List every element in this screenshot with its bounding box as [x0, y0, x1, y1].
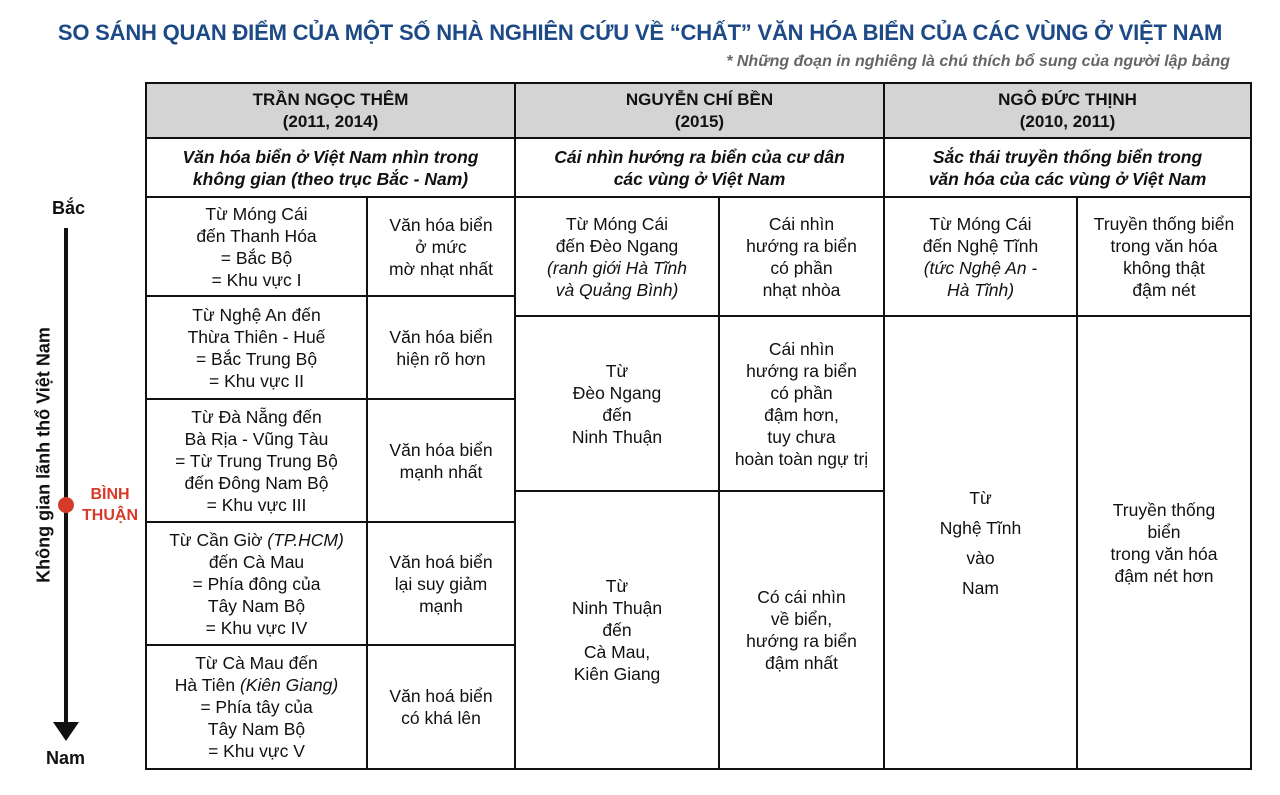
cell-text: Có cái nhìn — [757, 587, 846, 607]
cell-line — [283, 111, 378, 133]
cell-text: Tây Nam Bộ — [207, 719, 306, 739]
cell-text: trong văn hóa — [1110, 543, 1218, 564]
cell-text: không thật — [1123, 257, 1205, 278]
italic-annotation: và Quảng Bình) — [555, 279, 679, 300]
cell-line — [389, 326, 492, 348]
cell-line — [584, 641, 650, 663]
north-south-arrow — [0, 0, 140, 795]
cell-line — [415, 236, 466, 258]
cell-text: Văn hóa biển ở Việt Nam nhìn trong — [182, 146, 479, 167]
cell-line — [1132, 279, 1195, 301]
cell-text: đến — [602, 404, 632, 425]
cell-text: Từ Đà Nẵng đến — [191, 406, 322, 427]
cell-text: đến — [602, 620, 632, 640]
table-cell-region — [145, 295, 368, 400]
cell-text: biển — [1147, 521, 1181, 542]
cell-line — [209, 370, 304, 392]
binh-thuan-marker-dot — [58, 497, 74, 513]
cell-text: Truyền thống biển — [1093, 213, 1235, 234]
cell-line — [746, 630, 857, 652]
cell-text: đến Đèo Ngang — [555, 235, 679, 256]
cell-line — [208, 595, 305, 617]
cell-text: = Khu vực I — [211, 269, 302, 290]
cell-text: Kiên Giang — [573, 664, 661, 684]
cell-text: có phần — [770, 257, 833, 278]
cell-line — [169, 529, 344, 551]
table-cell-region — [514, 315, 720, 492]
cell-line — [771, 608, 832, 630]
cell-text: hướng ra biển — [746, 235, 857, 256]
table-cell-region — [514, 196, 720, 317]
cell-text: có khá lên — [401, 708, 481, 728]
cell-text: NGUYỄN CHÍ BỀN — [625, 89, 774, 109]
cell-text: đậm hơn, — [764, 404, 839, 425]
marker-line1: BÌNH — [90, 486, 130, 503]
cell-line — [962, 573, 999, 603]
cell-line — [207, 494, 307, 516]
cell-line — [175, 674, 338, 696]
cell-line — [767, 426, 835, 448]
cell-line — [253, 89, 409, 111]
cell-line — [211, 269, 301, 291]
italic-annotation: (tức Nghệ An - — [923, 257, 1038, 278]
cell-text: không gian (theo trục Bắc - Nam) — [192, 168, 469, 189]
cell-text: Văn hoá biển — [389, 551, 493, 572]
cell-line — [572, 426, 662, 448]
cell-text: hiện rõ hơn — [396, 348, 486, 369]
cell-line — [208, 718, 305, 740]
cell-text: Văn hoá biển — [389, 686, 493, 706]
table-cell-desc — [718, 490, 885, 770]
table-cell-subtitle — [514, 137, 885, 198]
cell-line — [554, 146, 845, 168]
table-cell-region — [883, 315, 1078, 770]
cell-line — [396, 348, 485, 370]
cell-line — [556, 279, 679, 301]
cell-text: nhạt nhòa — [762, 279, 841, 300]
cell-line — [389, 439, 492, 461]
cell-line — [1110, 543, 1217, 565]
cell-text: = Khu vực III — [206, 494, 307, 515]
cell-line — [602, 619, 631, 641]
cell-line — [735, 448, 868, 470]
cell-line — [556, 235, 679, 257]
cell-text: = Khu vực V — [208, 741, 305, 761]
italic-annotation: Hà Tĩnh) — [946, 279, 1015, 300]
cell-text: TRẦN NGỌC THÊM — [252, 89, 409, 109]
table-cell-region — [883, 196, 1078, 317]
italic-annotation: (ranh giới Hà Tĩnh — [547, 257, 687, 278]
cell-text: Bà Rịa - Vũng Tàu — [184, 428, 329, 449]
cell-line — [185, 472, 329, 494]
cell-text: Từ — [605, 576, 629, 596]
cell-line — [626, 89, 773, 111]
cell-text: Từ — [605, 360, 629, 381]
cell-text: Đèo Ngang — [572, 382, 662, 403]
cell-line — [606, 360, 628, 382]
cell-text: đến Đông Nam Bộ — [184, 472, 329, 493]
cell-text: Từ Móng Cái — [205, 203, 308, 224]
cell-line — [929, 213, 1031, 235]
cell-line — [1114, 565, 1213, 587]
marker-line2: THUẬN — [82, 507, 138, 524]
cell-text: Tây Nam Bộ — [207, 595, 306, 616]
cell-line — [746, 360, 857, 382]
cell-line — [389, 685, 492, 707]
cell-text: (2010, 2011) — [1019, 111, 1116, 131]
cell-text: Hà Tiên — [174, 675, 240, 695]
cell-text: Truyền thống — [1112, 499, 1216, 520]
table-cell-subtitle — [145, 137, 516, 198]
cell-line — [933, 146, 1202, 168]
table-cell-desc — [718, 196, 885, 317]
cell-text: lại suy giảm — [394, 573, 488, 594]
cell-line — [998, 89, 1137, 111]
table-cell-subtitle — [883, 137, 1252, 198]
cell-line — [389, 214, 492, 236]
cell-line — [192, 304, 320, 326]
cell-text: văn hóa của các vùng ở Việt Nam — [928, 168, 1207, 189]
cell-text: Cái nhìn hướng ra biển của cư dân — [554, 146, 845, 167]
table-cell-region — [145, 196, 368, 297]
cell-line — [195, 652, 318, 674]
cell-text: vào — [966, 547, 995, 568]
cell-text: Từ Móng Cái — [929, 213, 1032, 234]
cell-text: đậm nét hơn — [1114, 565, 1214, 586]
cell-text: Từ Cà Mau đến — [195, 653, 318, 673]
cell-text: = Phía đông của — [192, 573, 321, 594]
cell-text: Nam — [962, 577, 999, 598]
cell-line — [966, 543, 994, 573]
cell-text: Ninh Thuận — [571, 598, 663, 618]
cell-text: (2011, 2014) — [282, 111, 379, 131]
cell-text: Thừa Thiên - Huế — [187, 326, 326, 347]
cell-line — [1110, 235, 1217, 257]
cell-line — [206, 617, 308, 639]
cell-line — [940, 513, 1021, 543]
cell-line — [746, 235, 857, 257]
cell-text: mờ nhạt nhất — [389, 258, 493, 279]
cell-text: ở mức — [415, 236, 467, 257]
table-cell-region — [145, 644, 368, 770]
cell-line — [1147, 521, 1180, 543]
cell-line — [1094, 213, 1234, 235]
cell-text: Văn hóa biển — [389, 326, 493, 347]
page-title: SO SÁNH QUAN ĐIỂM CỦA MỘT SỐ NHÀ NGHIÊN CỨU VỀ “CHẤT” VĂN HÓA BIỂN CỦA CÁC VÙNG Ở VIỆT NAM — [57, 20, 1223, 45]
cell-text: Sắc thái truyền thống biển trong — [932, 146, 1203, 167]
cell-line — [764, 404, 839, 426]
cell-line — [769, 213, 834, 235]
cell-line — [769, 338, 834, 360]
cell-line — [205, 203, 307, 225]
cell-line — [1123, 257, 1205, 279]
binh-thuan-label — [82, 484, 138, 526]
cell-text: Nghệ Tĩnh — [939, 517, 1022, 538]
cell-line — [675, 111, 724, 133]
cell-text: Ninh Thuận — [571, 426, 663, 447]
cell-line — [757, 586, 846, 608]
table-note: * Những đoạn in nghiêng là chú thích bổ sung của người lập bảng — [726, 53, 1230, 70]
axis-title: Không gian lãnh thổ Việt Nam — [33, 327, 54, 583]
cell-text: Cái nhìn — [768, 213, 835, 234]
cell-text: các vùng ở Việt Nam — [613, 168, 786, 189]
cell-line — [185, 428, 329, 450]
cell-line — [969, 483, 991, 513]
cell-line — [770, 257, 832, 279]
cell-text: trong văn hóa — [1110, 235, 1218, 256]
axis-north-label: Bắc — [52, 198, 86, 218]
cell-text: hướng ra biển — [746, 631, 857, 651]
cell-line — [419, 595, 463, 617]
cell-text: = Khu vực II — [209, 370, 304, 391]
cell-text: có phần — [770, 382, 833, 403]
italic-annotation: (TP.HCM) — [267, 529, 344, 550]
table-cell-desc — [366, 521, 516, 646]
cell-line — [191, 406, 321, 428]
cell-text: mạnh — [419, 595, 463, 616]
cell-text: Văn hóa biển — [389, 439, 493, 460]
cell-text: (2015) — [674, 111, 725, 131]
cell-text: Từ — [969, 487, 992, 508]
cell-line — [209, 551, 304, 573]
cell-line — [602, 404, 631, 426]
cell-text: mạnh nhất — [399, 461, 483, 482]
cell-line — [606, 575, 628, 597]
cell-line — [923, 235, 1038, 257]
cell-text: Từ Móng Cái — [565, 213, 669, 234]
cell-line — [924, 257, 1038, 279]
cell-text: = Bắc Bộ — [220, 247, 293, 268]
cell-line — [763, 279, 841, 301]
cell-line — [547, 257, 687, 279]
cell-text: = Khu vực IV — [205, 617, 308, 638]
cell-text: đến Cà Mau — [208, 551, 305, 572]
cell-line — [196, 225, 316, 247]
cell-text: Văn hóa biển — [389, 214, 493, 235]
cell-line — [389, 258, 493, 280]
cell-text: NGÔ ĐỨC THỊNH — [998, 89, 1137, 109]
cell-text: đậm nhất — [765, 653, 838, 673]
cell-text: = Từ Trung Trung Bộ — [175, 450, 338, 471]
cell-line — [947, 279, 1014, 301]
cell-line — [614, 168, 786, 190]
table-cell-region — [145, 521, 368, 646]
cell-text: hoàn toàn ngự trị — [734, 448, 869, 469]
cell-line — [401, 707, 481, 729]
table-cell-header — [145, 82, 516, 139]
cell-line — [221, 247, 293, 269]
cell-text: Cái nhìn — [768, 338, 835, 359]
table-cell-header — [514, 82, 885, 139]
table-cell-region — [145, 398, 368, 523]
cell-line — [929, 168, 1207, 190]
axis-south-label: Nam — [46, 748, 86, 768]
cell-line — [770, 382, 832, 404]
italic-annotation: (Kiên Giang) — [239, 675, 339, 695]
cell-line — [566, 213, 668, 235]
cell-line — [574, 663, 661, 685]
cell-line — [175, 450, 338, 472]
cell-line — [193, 573, 321, 595]
cell-text: về biển, — [770, 609, 833, 629]
cell-line — [572, 597, 662, 619]
cell-text: = Phía tây của — [200, 697, 313, 717]
table-cell-desc — [718, 315, 885, 492]
table-cell-region — [514, 490, 720, 770]
cell-line — [183, 146, 479, 168]
cell-text: hướng ra biển — [746, 360, 857, 381]
cell-text: đến Thanh Hóa — [196, 225, 317, 246]
cell-text: Từ Cần Giờ — [169, 529, 268, 550]
cell-line — [765, 652, 838, 674]
table-cell-header — [883, 82, 1252, 139]
cell-text: Từ Nghệ An đến — [192, 304, 321, 325]
cell-text: đậm nét — [1132, 279, 1196, 300]
cell-line — [196, 348, 317, 370]
cell-line — [395, 573, 487, 595]
cell-text: Cà Mau, — [583, 642, 651, 662]
cell-line — [573, 382, 662, 404]
cell-line — [1113, 499, 1215, 521]
cell-line — [188, 326, 326, 348]
table-cell-desc — [1076, 196, 1252, 317]
cell-line — [193, 168, 468, 190]
cell-line — [1020, 111, 1115, 133]
table-cell-desc — [366, 398, 516, 523]
cell-line — [389, 551, 492, 573]
table-cell-desc — [366, 196, 516, 297]
table-cell-desc — [366, 644, 516, 770]
table-cell-desc — [366, 295, 516, 400]
cell-line — [208, 740, 305, 762]
cell-text: đến Nghệ Tĩnh — [922, 235, 1039, 256]
cell-line — [400, 461, 483, 483]
cell-text: = Bắc Trung Bộ — [195, 348, 318, 369]
table-cell-desc — [1076, 315, 1252, 770]
cell-line — [200, 696, 312, 718]
cell-text: tuy chưa — [767, 426, 836, 447]
